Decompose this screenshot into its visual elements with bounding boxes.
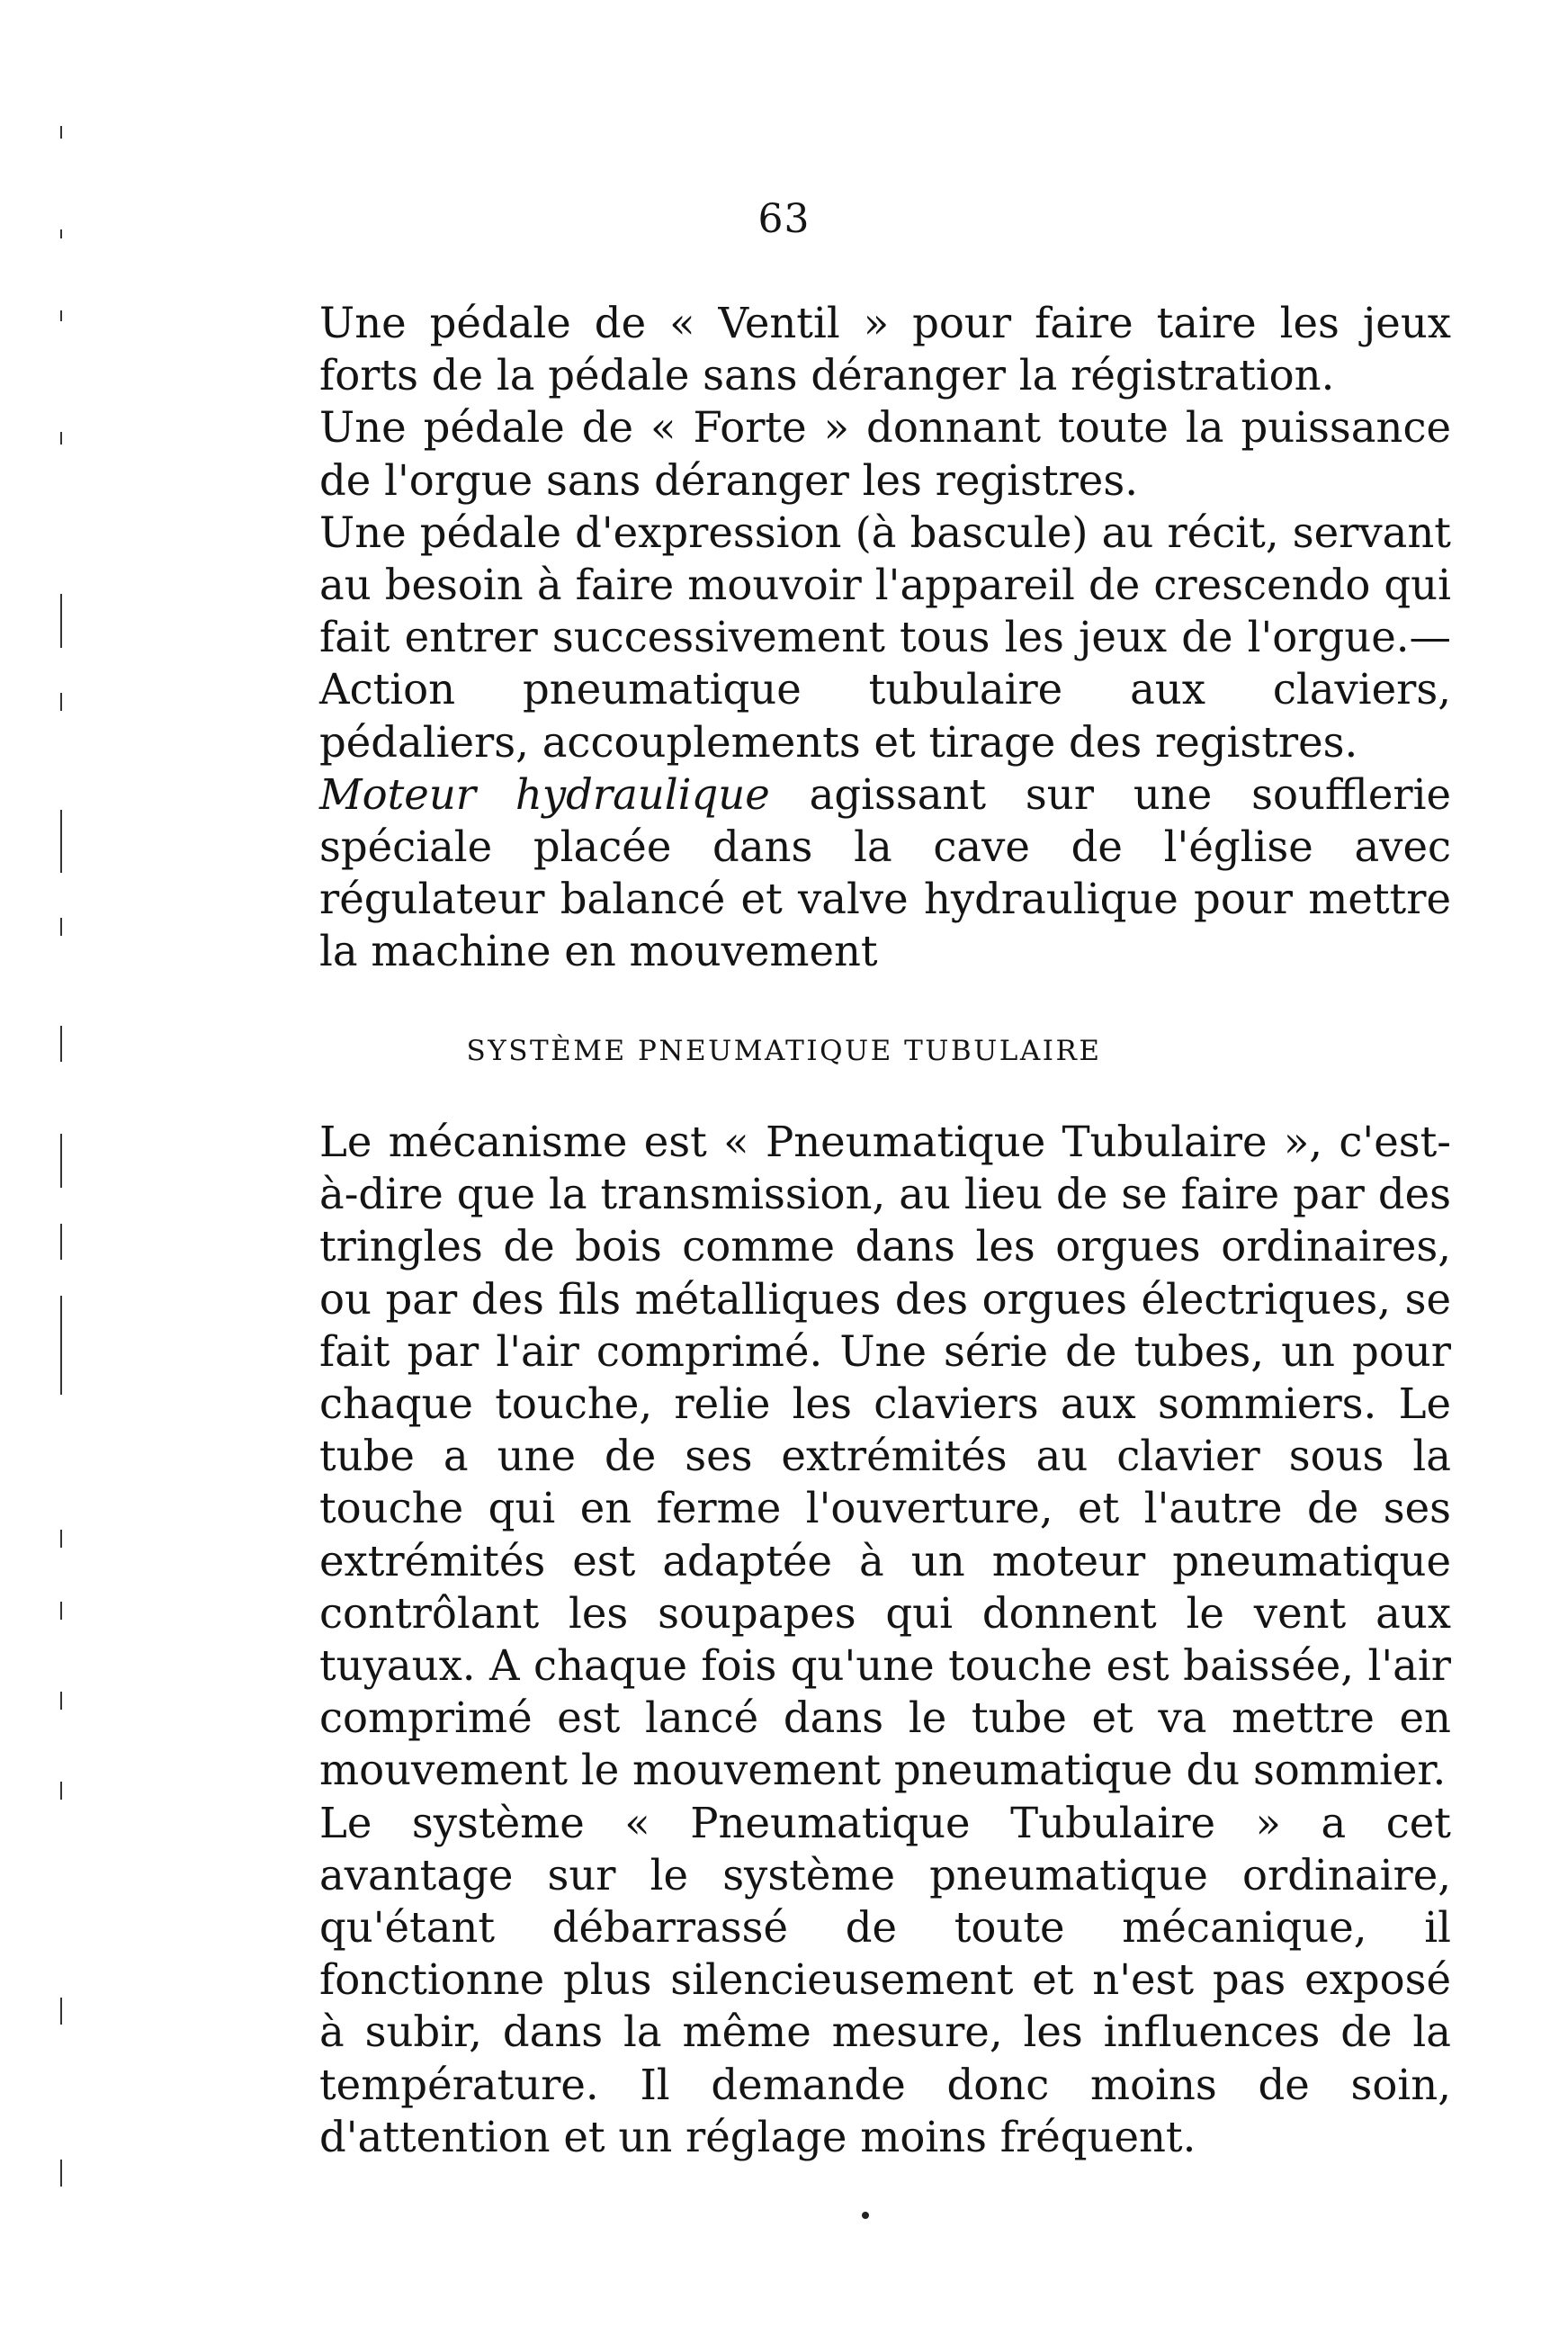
page-number: 63 bbox=[757, 196, 811, 242]
paragraph-body-text: agissant sur une soufflerie spéciale placée dans la cave de l'église avec régulateur balancé et valve hydraulique pour mettre la machine en mouvement bbox=[319, 769, 1451, 976]
paragraph-advantages: Le système « Pneumatique Tubulaire » a cet avantage sur le système pneumatique ordinaire, qu'étant débarrassé de toute mécanique, il fonctionne plus silencieusement et n'est pas exposé à subir, dans la même mesure, les influences de la température. Il demande donc moins de soin, d'attention et un réglage moins fréquent. bbox=[319, 1798, 1451, 2161]
margin-mark bbox=[60, 594, 62, 648]
footer-dot bbox=[862, 2212, 869, 2219]
margin-mark bbox=[60, 126, 62, 139]
paragraph-forte-pedal: Une pédale de « Forte » donnant toute la puissance de l'orgue sans déranger les registres. bbox=[319, 403, 1451, 505]
margin-mark bbox=[60, 310, 62, 321]
margin-mark bbox=[60, 1530, 62, 1548]
paragraph-hydraulic-motor bbox=[319, 768, 1451, 978]
margin-mark bbox=[60, 1224, 62, 1260]
margin-mark bbox=[60, 2160, 62, 2187]
margin-mark bbox=[60, 1602, 62, 1620]
margin-mark bbox=[60, 432, 62, 445]
paragraph-mechanism: Le mécanisme est « Pneumatique Tubulaire », c'est-à-dire que la transmission, au lieu de se faire par des tringles de bois comme dans les orgues ordinaires, ou par des fils métalliques des orgues électriques, se fait par l'air comprimé. Une série de tubes, un pour chaque touche, relie les claviers aux sommiers. Le tube a une de ses extrémités au clavier sous la touche qui en ferme l'ouverture, et l'autre de ses extrémités est adaptée à un moteur pneumatique contrôlant les soupapes qui donnent le vent aux tuyaux. A chaque fois qu'une touche est baissée, l'air comprimé est lancé dans le tube et va mettre en mouvement le mouvement pneumatique du sommier. bbox=[319, 1118, 1451, 1795]
margin-mark bbox=[60, 1998, 62, 2025]
margin-scan-marks bbox=[49, 126, 94, 2196]
body-text-top bbox=[319, 297, 1451, 978]
section-heading: SYSTÈME PNEUMATIQUE TUBULAIRE bbox=[466, 1035, 1102, 1067]
margin-mark bbox=[60, 1296, 62, 1395]
margin-mark bbox=[60, 1692, 62, 1710]
margin-mark bbox=[60, 1134, 62, 1188]
margin-mark bbox=[60, 1782, 62, 1800]
margin-mark bbox=[60, 693, 62, 711]
italic-lead-text: Moteur hydraulique bbox=[319, 769, 770, 819]
body-text-bottom bbox=[319, 1116, 1451, 2163]
margin-mark bbox=[60, 918, 62, 936]
margin-mark bbox=[60, 810, 62, 873]
paragraph-ventil-pedal: Une pédale de « Ventil » pour faire taire les jeux forts de la pédale sans déranger la régistration. bbox=[319, 299, 1451, 400]
paragraph-expression-pedal: Une pédale d'expression (à bascule) au récit, servant au besoin à faire mouvoir l'appareil de crescendo qui fait entrer successivement tous les jeux de l'orgue.— Action pneumatique tubulaire aux claviers, pédaliers, accouplements et tirage des registres. bbox=[319, 507, 1451, 767]
